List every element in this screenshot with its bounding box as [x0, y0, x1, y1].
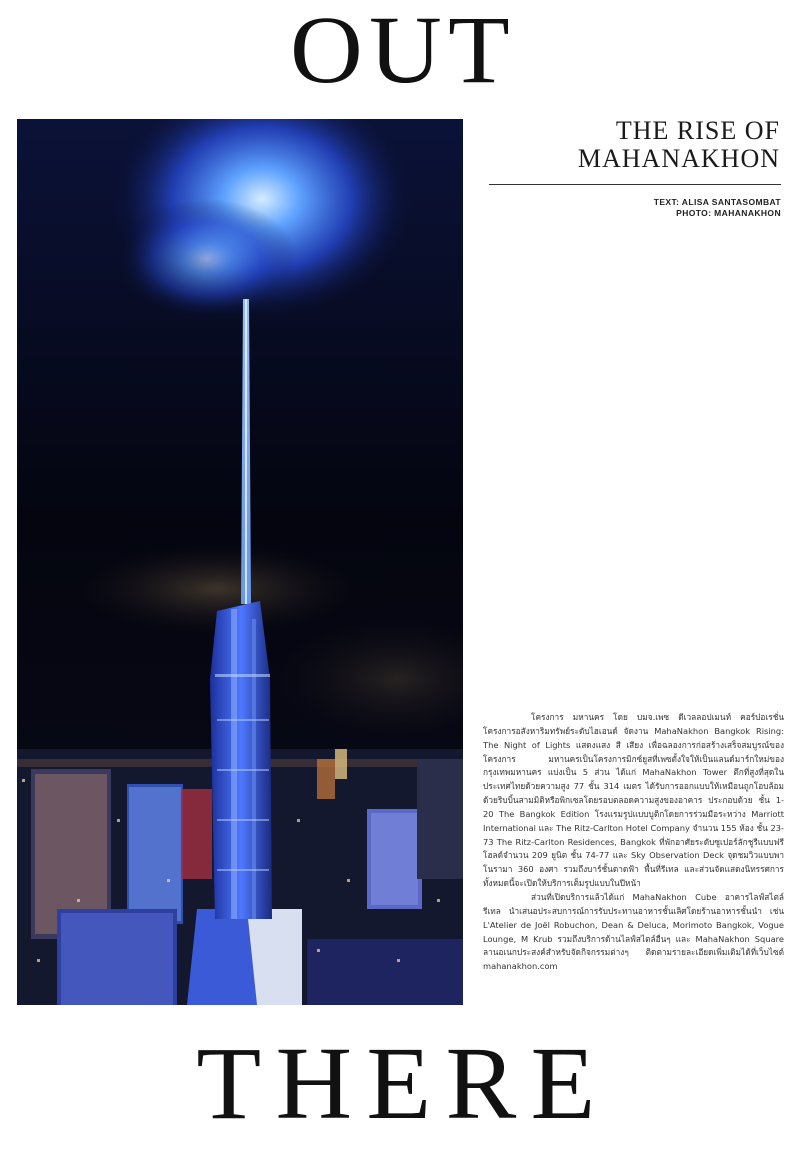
body-paragraph-2: ส่วนที่เปิดบริการแล้วได้แก่ MahaNakhon Cube อาคารไลฟ์สไตล์รีเทล นำเสนอประสบการณ์การรับประทานอาหารชั้นเลิศโดยร้านอาหารชั้นนำ เช่น L'Atelier de Joël Robuchon, Dean & Deluca, Morimoto Bangkok, Vogue Lounge, M Krub รวมถึงบริการด้านไลฟ์สไตล์อื่นๆ และ MahaNakhon Square ลานอเนกประสงค์สำหรับจัดกิจกรรมต่างๆ ติดตามรายละเอียดเพิ่มเติมได้ที่เว็บไซต์ mahanakhon.com [483, 891, 784, 972]
title-divider [489, 184, 781, 185]
article-body [483, 711, 784, 974]
article-title-line2: MAHANAKHON [577, 144, 780, 173]
headline-out: OUT [289, 0, 517, 103]
body-paragraph-1: โครงการ มหานคร โดย บมจ.เพซ ดีเวลลอปเมนท์ คอร์ปอเรชั่น โครงการอสังหาริมทรัพย์ระดับไฮเอนด์ จัดงาน MahaNakhon Bangkok Rising: The Night of Lights แสดงแสง สี เสียง เพื่อฉลองการก่อสร้างเสร็จสมบูรณ์ของโครงการ มหานครเป็นโครงการมิกซ์ยูสที่เพซตั้งใจให้เป็นแลนด์มาร์กใหม่ของกรุงเทพมหานคร แบ่งเป็น 5 ส่วน ได้แก่ MahaNakhon Tower ตึกที่สูงที่สุดในประเทศไทยด้วยความสูง 77 ชั้น 314 เมตร ได้รับการออกแบบให้เหมือนถูกโอบล้อมด้วยริบบิ้นสามมิติหรือพิกเซลโดยรอบตลอดความสูงของอาคาร ประกอบด้วย ชั้น 1-20 The Bangkok Edition โรงแรมรูปแบบบูติกโดยการร่วมมือระหว่าง Marriott International และ The Ritz-Carlton Hotel Company จำนวน 155 ห้อง ชั้น 23-73 The Ritz-Carlton Residences, Bangkok ที่พักอาศัยระดับซูเปอร์ลักชูรีแบบฟรีโฮลด์จำนวน 209 ยูนิต ชั้น 74-77 และ Sky Observation Deck จุดชมวิวแบบพาโนรามา 360 องศา รวมถึงบาร์ชั้นดาดฟ้า พื้นที่รีเทล และส่วนจัดแสดงนิทรรศการ ทั้งหมดนี้จะเปิดให้บริการเต็มรูปแบบในปีหน้า [483, 712, 784, 889]
article-credits [560, 197, 781, 219]
article-title [540, 117, 780, 173]
photo-credit: PHOTO: MAHANAKHON [676, 208, 781, 218]
text-credit: TEXT: ALISA SANTASOMBAT [653, 197, 781, 207]
mahanakhon-tower-photo [17, 119, 463, 1005]
article-title-line1: THE RISE OF [615, 116, 780, 145]
headline-there: THERE [196, 1026, 610, 1141]
mahanakhon-tower [210, 601, 272, 919]
